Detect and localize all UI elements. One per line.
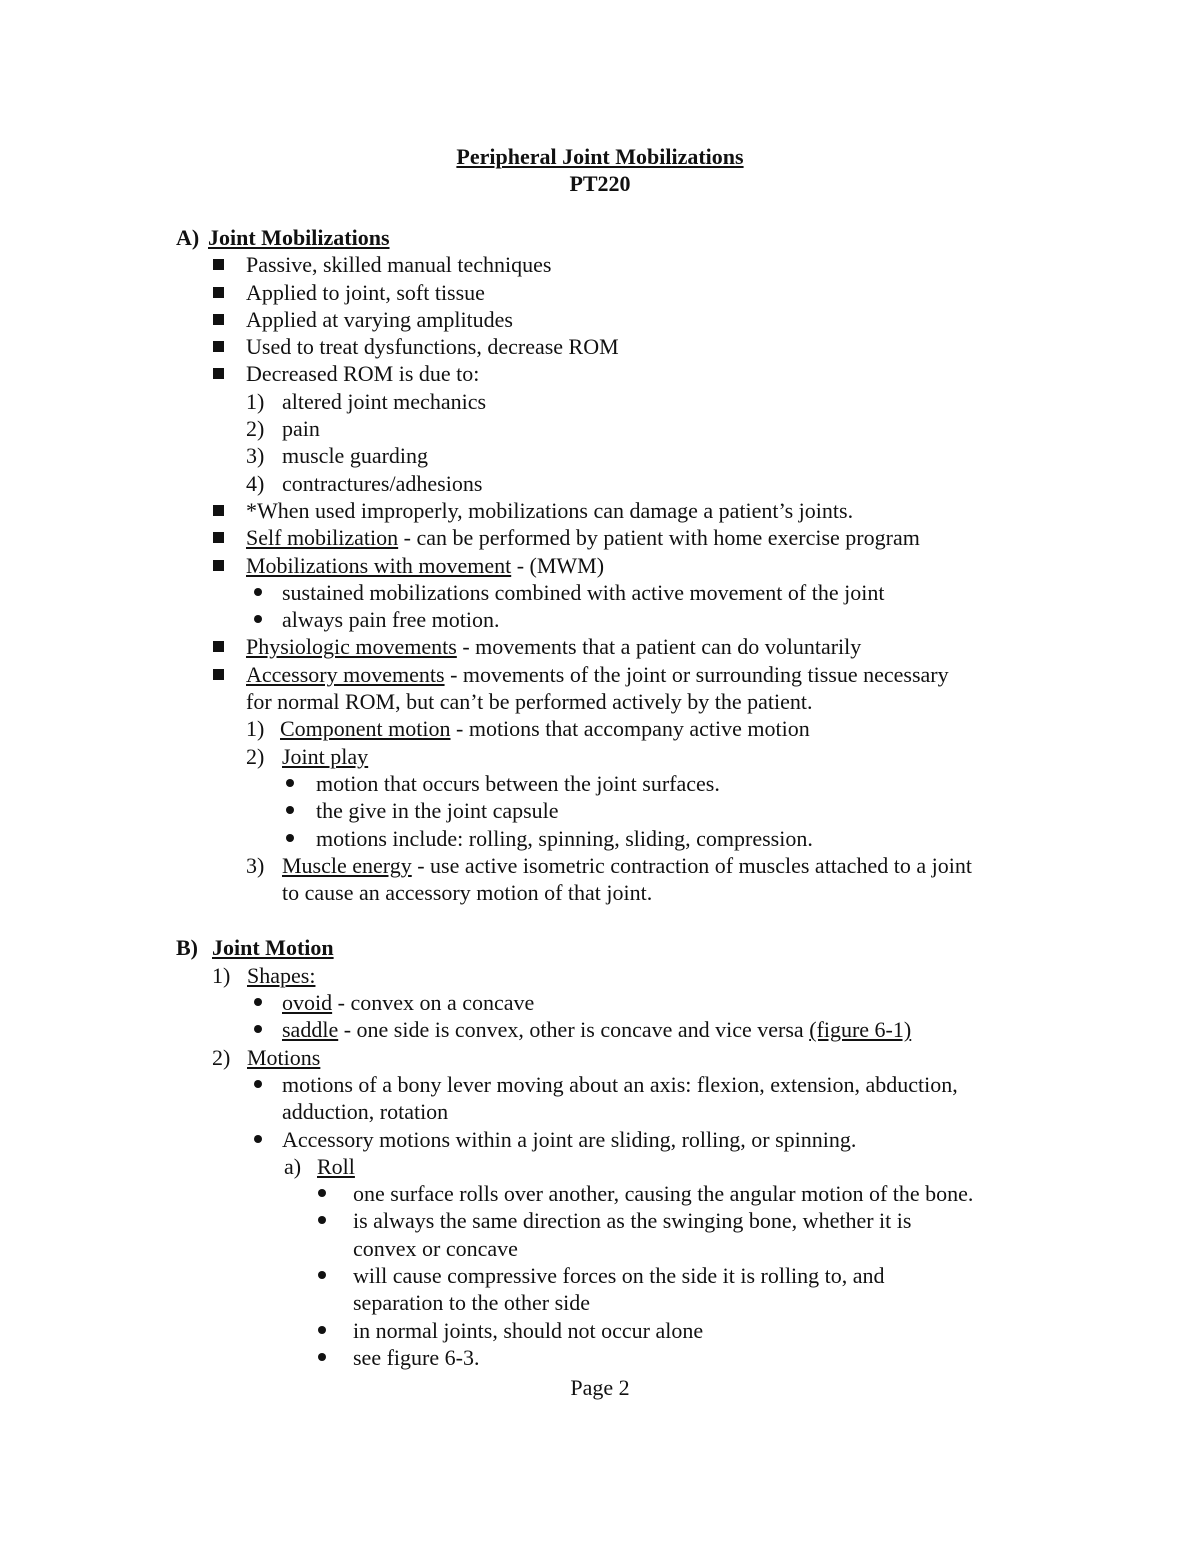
sub-list-item: motions include: rolling, spinning, sliding, compression. xyxy=(0,825,1200,852)
square-bullet-icon xyxy=(213,314,224,325)
sub-list-item: will cause compressive forces on the side it is rolling to, and xyxy=(0,1262,1200,1289)
round-bullet-icon xyxy=(254,1025,262,1033)
list-item: Self mobilization - can be performed by patient with home exercise program xyxy=(0,524,1200,551)
document-title: Peripheral Joint Mobilizations xyxy=(456,144,744,169)
term: Muscle energy xyxy=(282,852,412,878)
section-letter: A) xyxy=(176,225,200,250)
term: Roll xyxy=(317,1153,355,1179)
page-number: Page 2 xyxy=(570,1375,630,1400)
section-letter: B) xyxy=(176,935,198,961)
list-item: Applied at varying amplitudes xyxy=(0,306,1200,333)
round-bullet-icon xyxy=(318,1326,326,1334)
round-bullet-icon xyxy=(318,1353,326,1361)
list-item: Accessory movements - movements of the joint or surrounding tissue necessary xyxy=(0,661,1200,688)
document-body xyxy=(0,224,1200,1371)
numbered-item: 3) muscle guarding xyxy=(246,443,429,469)
sub-list-item: sustained mobilizations combined with active movement of the joint xyxy=(0,579,1200,606)
round-bullet-icon xyxy=(286,779,294,787)
numbered-item-continuation: to cause an accessory motion of that joint. xyxy=(282,880,653,906)
square-bullet-icon xyxy=(213,532,224,543)
term: saddle xyxy=(282,1017,339,1043)
term: Accessory movements xyxy=(246,661,445,687)
spacer xyxy=(0,906,1200,934)
sub-list-item: always pain free motion. xyxy=(0,606,1200,633)
sub-list-item: one surface rolls over another, causing the angular motion of the bone. xyxy=(0,1180,1200,1207)
square-bullet-icon xyxy=(213,641,224,652)
sub-list-item: the give in the joint capsule xyxy=(0,797,1200,824)
list-item: *When used improperly, mobilizations can damage a patient’s joints. xyxy=(0,497,1200,524)
term: Mobilizations with movement xyxy=(246,552,512,578)
numbered-item: 1) altered joint mechanics xyxy=(246,388,487,414)
list-item: Physiologic movements - movements that a patient can do voluntarily xyxy=(0,633,1200,660)
sub-list-item: motions of a bony lever moving about an axis: flexion, extension, abduction, xyxy=(0,1071,1200,1098)
round-bullet-icon xyxy=(286,806,294,814)
square-bullet-icon xyxy=(213,505,224,516)
square-bullet-icon xyxy=(213,669,224,680)
round-bullet-icon xyxy=(254,1135,262,1143)
sub-list-item: see figure 6-3. xyxy=(0,1344,1200,1371)
course-code: PT220 xyxy=(569,171,631,196)
term: ovoid xyxy=(282,990,333,1016)
square-bullet-icon xyxy=(213,287,224,298)
sub-list-item-continuation: convex or concave xyxy=(353,1235,518,1261)
list-item: Passive, skilled manual techniques xyxy=(0,251,1200,278)
numbered-item: 1) Shapes: xyxy=(212,962,316,988)
sub-list-item: ovoid - convex on a concave xyxy=(0,989,1200,1016)
term: Self mobilization xyxy=(246,525,399,551)
list-item: Mobilizations with movement - (MWM) xyxy=(0,552,1200,579)
term: Joint play xyxy=(282,743,369,769)
numbered-item: 3) Muscle energy - use active isometric contraction of muscles attached to a joint xyxy=(246,852,972,878)
round-bullet-icon xyxy=(318,1271,326,1279)
lettered-item: a) Roll xyxy=(284,1153,355,1179)
square-bullet-icon xyxy=(213,259,224,270)
list-item: Decreased ROM is due to: xyxy=(0,360,1200,387)
round-bullet-icon xyxy=(254,615,262,623)
round-bullet-icon xyxy=(318,1189,326,1197)
section-a-heading xyxy=(0,224,1200,251)
square-bullet-icon xyxy=(213,341,224,352)
sub-list-item: in normal joints, should not occur alone xyxy=(0,1317,1200,1344)
term: Shapes: xyxy=(247,962,316,988)
numbered-item: 2) pain xyxy=(246,416,320,442)
round-bullet-icon xyxy=(254,998,262,1006)
numbered-item: 2) Motions xyxy=(212,1044,321,1070)
figure-reference: (figure 6-1) xyxy=(809,1017,912,1043)
term: Motions xyxy=(247,1044,321,1070)
section-b-heading xyxy=(0,934,1200,961)
list-item: Applied to joint, soft tissue xyxy=(0,279,1200,306)
round-bullet-icon xyxy=(318,1216,326,1224)
numbered-item: 4) contractures/adhesions xyxy=(246,470,483,496)
section-title: Joint Motion xyxy=(212,935,334,961)
numbered-item: 1) Component motion - motions that accompany active motion xyxy=(246,716,810,742)
list-item: Used to treat dysfunctions, decrease ROM xyxy=(0,333,1200,360)
round-bullet-icon xyxy=(286,834,294,842)
sub-list-item: motion that occurs between the joint surfaces. xyxy=(0,770,1200,797)
square-bullet-icon xyxy=(213,368,224,379)
round-bullet-icon xyxy=(254,1080,262,1088)
list-item-continuation: for normal ROM, but can’t be performed actively by the patient. xyxy=(246,689,813,715)
numbered-item: 2) Joint play xyxy=(246,743,369,769)
section-title: Joint Mobilizations xyxy=(208,225,390,250)
term: Physiologic movements xyxy=(246,634,457,660)
term: Component motion xyxy=(280,716,451,742)
round-bullet-icon xyxy=(254,588,262,596)
sub-list-item: is always the same direction as the swinging bone, whether it is xyxy=(0,1207,1200,1234)
sub-list-item-continuation: adduction, rotation xyxy=(282,1099,449,1125)
square-bullet-icon xyxy=(213,560,224,571)
sub-list-item: Accessory motions within a joint are sliding, rolling, or spinning. xyxy=(0,1126,1200,1153)
sub-list-item: saddle - one side is convex, other is concave and vice versa (figure 6-1) xyxy=(0,1016,1200,1043)
sub-list-item-continuation: separation to the other side xyxy=(353,1290,591,1316)
